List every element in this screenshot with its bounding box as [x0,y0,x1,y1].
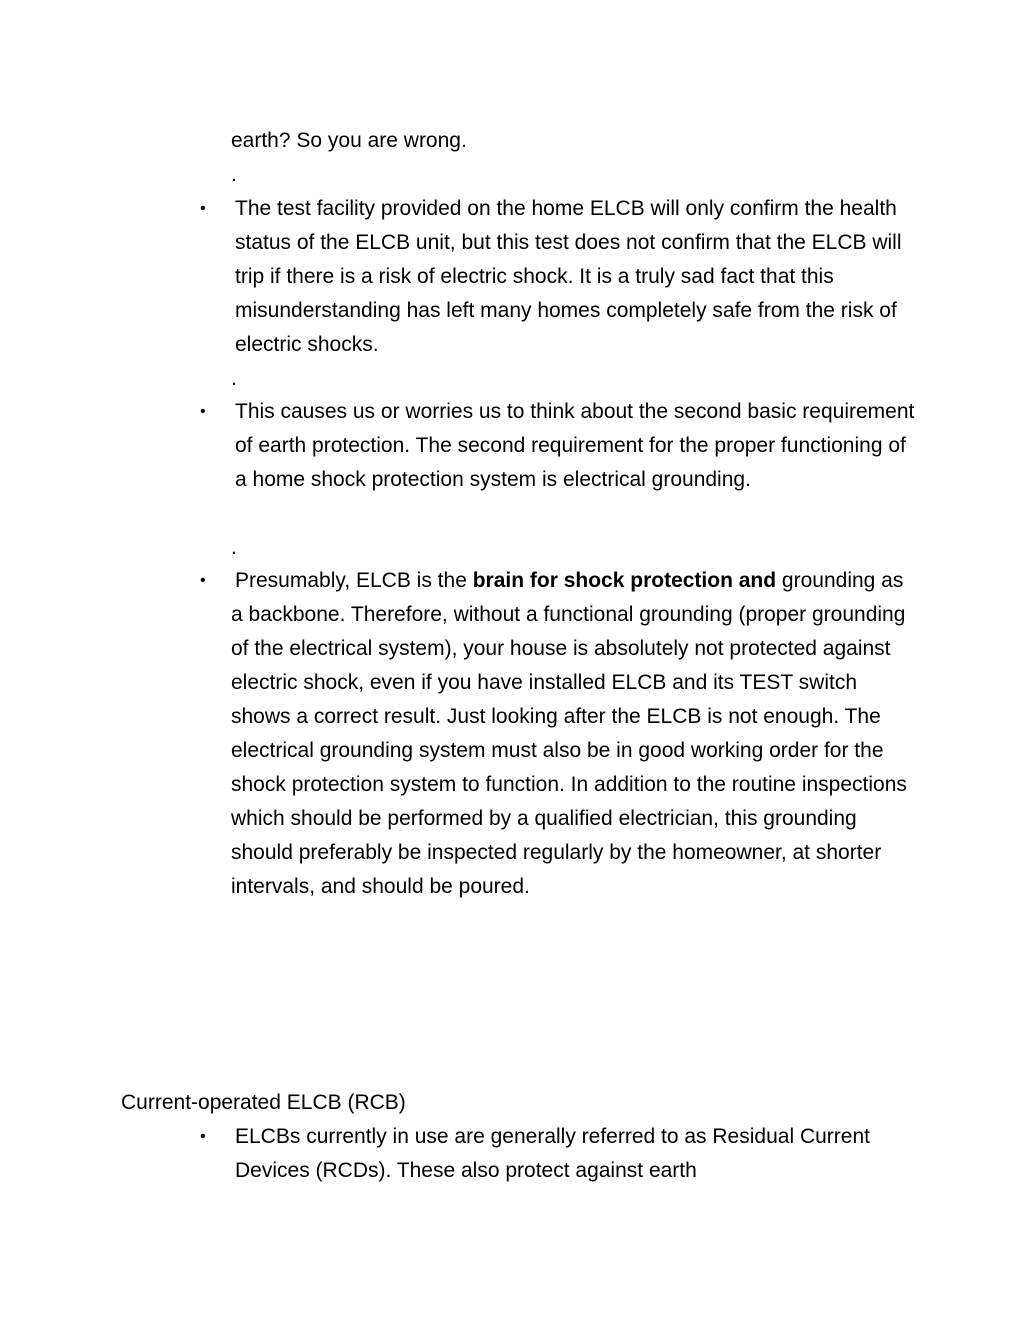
section-heading: Current-operated ELCB (RCB) [121,1091,406,1114]
list-item [200,192,921,362]
separator-dot: . [231,163,237,186]
separator-dot: . [231,536,237,559]
list-item-text: The test facility provided on the home ELCB will only confirm the health status of the ELCB unit, but this test does not confirm that the ELCB will trip if there is a risk of electric shock. It is a truly sad fact that this misunderstanding has left many homes completely safe from the risk of electric shocks. [235,197,902,356]
bullet-icon: • [200,200,206,217]
list-item-text [231,564,911,904]
bullet-icon: • [200,403,206,420]
list-item-text-rest: grounding as a backbone. Therefore, without a functional grounding (proper grounding of the electrical system), your house is absolutely not protected against electric shock, even if you have installed ELCB and its TEST switch shows a correct result. Just looking after the ELCB is not enough. The electrical grounding system must also be in good working order for the shock protection system to function. In addition to the routine inspections which should be performed by a qualified electrician, this grounding should preferably be inspected regularly by the homeowner, at shorter intervals, and should be poured. [231,569,907,898]
list-item-text: ELCBs currently in use are generally referred to as Residual Current Devices (RCDs). These also protect against earth [235,1125,870,1182]
list-item-bold-text: brain for shock protection and [472,569,777,592]
list-item [200,395,921,497]
separator-dot: . [231,367,237,390]
list-item-text-lead: Presumably, ELCB is the [235,569,473,592]
bullet-icon: • [200,572,206,589]
intro-line: earth? So you are wrong. [231,129,467,152]
list-item-text: This causes us or worries us to think about the second basic requirement of earth protection. The second requirement for the proper functioning of a home shock protection system is electrical grounding. [235,400,915,491]
list-item [200,1120,871,1188]
list-item [200,564,911,904]
bullet-icon: • [200,1128,206,1145]
